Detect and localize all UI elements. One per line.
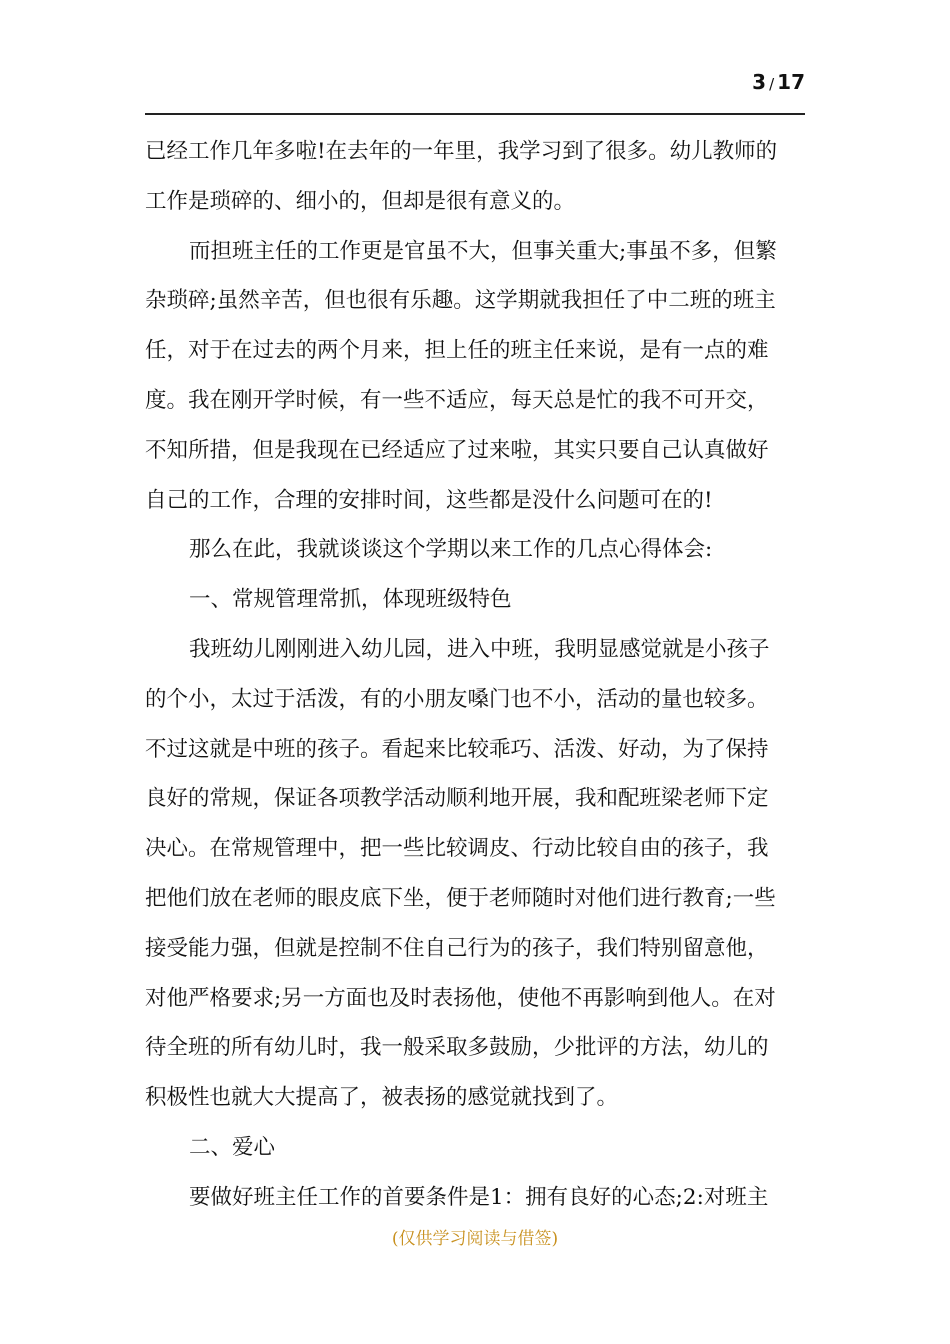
text-line: 不过这就是中班的孩子。看起来比较乖巧、活泼、好动，为了保持 [145, 736, 769, 762]
text-line: 我班幼儿刚刚进入幼儿园，进入中班，我明显感觉就是小孩子 [189, 636, 770, 662]
text-line: 已经工作几年多啦!在去年的一年里，我学习到了很多。幼儿教师的 [145, 139, 778, 164]
text-line: 要做好班主任工作的首要条件是1：拥有良好的心态;2:对班主 [189, 1184, 769, 1210]
text-line: 而担班主任的工作更是官虽不大，但事关重大;事虽不多，但繁 [189, 238, 777, 264]
text-line: 决心。在常规管理中，把一些比较调皮、行动比较自由的孩子，我 [145, 836, 769, 862]
text-line: 自己的工作，合理的安排时间，这些都是没什么问题可在的! [145, 487, 713, 513]
document-body [145, 127, 808, 1223]
text-line: 对他严格要求;另一方面也及时表扬他，使他不再影响到他人。在对 [145, 985, 776, 1011]
text-line: 任，对于在过去的两个月来，担上任的班主任来说，是有一点的难 [145, 338, 769, 364]
footer-note: (仅供学习阅读与借签) [391, 1229, 559, 1249]
text-line: 良好的常规，保证各项教学活动顺利地开展，我和配班梁老师下定 [145, 786, 769, 812]
text-line: 二、爱心 [189, 1134, 276, 1160]
text-line: 不知所措，但是我现在已经适应了过来啦，其实只要自己认真做好 [145, 437, 769, 463]
text-line: 积极性也就大大提高了，被表扬的感觉就找到了。 [145, 1085, 619, 1111]
text-line: 接受能力强，但就是控制不住自己行为的孩子，我们特别留意他， [145, 935, 769, 961]
text-line: 待全班的所有幼儿时，我一般采取多鼓励，少批评的方法，幼儿的 [145, 1035, 769, 1061]
header-divider [145, 113, 805, 115]
text-line: 把他们放在老师的眼皮底下坐，便于老师随时对他们进行教育;一些 [145, 885, 776, 911]
text-line: 杂琐碎;虽然辛苦，但也很有乐趣。这学期就我担任了中二班的班主 [145, 288, 776, 314]
text-line: 一、常规管理常抓，体现班级特色 [189, 587, 512, 613]
text-line: 的个小，太过于活泼，有的小朋友嗓门也不小，活动的量也较多。 [145, 686, 769, 712]
text-line: 那么在此，我就谈谈这个学期以来工作的几点心得体会: [189, 537, 713, 563]
page-number [752, 70, 805, 94]
text-line: 工作是琐碎的、细小的，但却是很有意义的。 [145, 188, 576, 214]
page-total: 17 [777, 70, 805, 94]
text-line: 度。我在刚开学时候，有一些不适应，每天总是忙的我不可开交， [145, 387, 769, 413]
page-current: 3 [752, 70, 767, 94]
page-separator: / [769, 75, 775, 93]
